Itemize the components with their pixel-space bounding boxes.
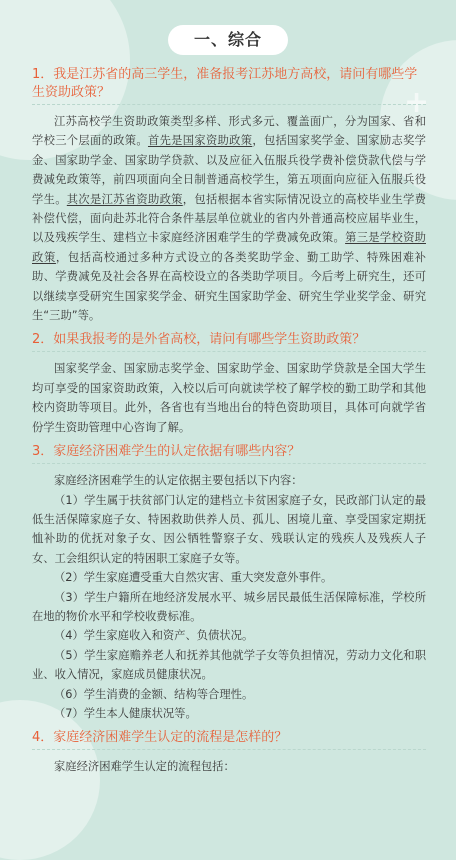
faq-section-1: [32, 66, 426, 325]
answer-paragraph: 江苏高校学生资助政策类型多样、形式多元、覆盖面广，分为国家、省和学校三个层面的政策。首先是国家资助政策，包括国家奖学金、国家励志奖学金、国家助学金、国家助学贷款、以及应征入伍服兵役学费补偿贷款代偿与学费减免政策等，前四项面向全日制普通高校学生，第五项面向应征入伍服兵役学生。其次是江苏省资助政策，包括根据本省实际情况设立的高校毕业生学费补偿代偿，面向赴苏北符合条件基层单位就业的省内外普通高校应届毕业生，以及残疾学生、建档立卡家庭经济困难学生的学费减免政策。第三是学校资助政策，包括高校通过多种方式设立的各类奖助学金、勤工助学、特殊困难补助、学费减免及社会各界在高校设立的各类助学项目。今后考上研究生，还可以继续享受研究生国家奖学金、研究生国家助学金、研究生学业奖学金、研究生“三助”等。: [32, 115, 426, 323]
faq-section-3: [32, 443, 426, 723]
question-heading: 2．如果我报考的是外省高校，请问有哪些学生资助政策？: [32, 331, 426, 352]
list-item: （1）学生属于扶贫部门认定的建档立卡贫困家庭子女，民政部门认定的最低生活保障家庭子女、特困救助供养人员、孤儿、困境儿童、享受国家定期抚恤补助的优抚对象子女、因公牺牲警察子女、残联认定的残疾人及残疾人子女、工会组织认定的特困职工家庭子女等。: [32, 493, 426, 565]
answer-intro: 家庭经济困难学生的认定依据主要包括以下内容：: [54, 474, 303, 488]
question-heading: 4．家庭经济困难学生认定的流程是怎样的？: [32, 729, 426, 750]
list-item: （7）学生本人健康状况等。: [54, 706, 197, 720]
list-item: （3）学生户籍所在地经济发展水平、城乡居民最低生活保障标准，学校所在地的物价水平和学校收费标准。: [32, 590, 426, 623]
answer-intro: 家庭经济困难学生认定的流程包括：: [54, 760, 235, 774]
list-item: （5）学生家庭赡养老人和抚养其他就学子女等负担情况，劳动力文化和职业、收入情况，家庭成员健康状况。: [32, 648, 426, 682]
plus-decoration-icon: +: [404, 85, 430, 120]
question-heading: 3．家庭经济困难学生的认定依据有哪些内容？: [32, 443, 426, 464]
faq-section-2: [32, 331, 426, 437]
question-heading: 1．我是江苏省的高三学生，准备报考江苏地方高校，请问有哪些学生资助政策？: [32, 66, 426, 105]
section-title: 一、综合: [168, 25, 288, 55]
faq-section-4: [32, 729, 426, 776]
answer-paragraph: 国家奖学金、国家励志奖学金、国家助学金、国家助学贷款是全国大学生均可享受的国家资助政策，入校以后可向就读学校了解学校的勤工助学和其他校内资助等项目。此外，各省也有当地出台的特色资助项目，具体可向就学省份学生资助管理中心咨询了解。: [32, 362, 426, 434]
list-item: （2）学生家庭遭受重大自然灾害、重大突发意外事件。: [54, 571, 333, 585]
faq-content: [32, 66, 426, 777]
list-item: （4）学生家庭收入和资产、负债状况。: [54, 629, 254, 643]
list-item: （6）学生消费的金额、结构等合理性。: [54, 687, 254, 701]
